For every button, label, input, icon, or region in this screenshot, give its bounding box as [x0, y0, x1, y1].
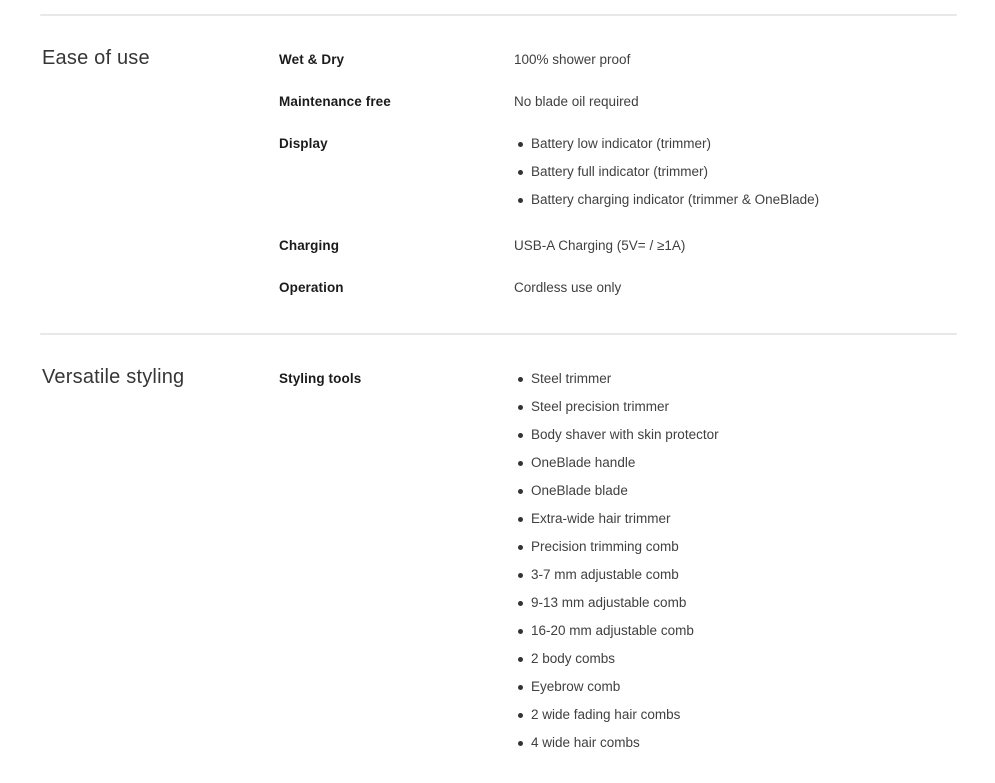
spec-value [514, 134, 957, 214]
bullet-icon [518, 713, 523, 718]
bullet-icon [518, 517, 523, 522]
bullet-icon [518, 545, 523, 550]
bullet-text: Battery full indicator (trimmer) [531, 164, 709, 179]
bullet-text: 2 wide fading hair combs [531, 707, 681, 722]
spec-label: Display [279, 136, 328, 151]
spec-value: USB-A Charging (5V= / ≥1A) [514, 238, 686, 253]
bullet-item [514, 645, 957, 673]
bullet-text: Precision trimming comb [531, 539, 679, 554]
bullet-icon [518, 741, 523, 746]
spec-section [40, 14, 957, 333]
spec-section [40, 333, 957, 779]
bullet-item [514, 186, 957, 214]
bullet-icon [518, 629, 523, 634]
bullet-text: Extra-wide hair trimmer [531, 511, 671, 526]
bullet-icon [518, 685, 523, 690]
bullet-icon [518, 601, 523, 606]
bullet-text: 4 wide hair combs [531, 735, 640, 750]
bullet-icon [518, 142, 523, 147]
bullet-item [514, 701, 957, 729]
bullet-icon [518, 657, 523, 662]
bullet-item [514, 729, 957, 757]
bullet-item [514, 561, 957, 589]
bullet-icon [518, 405, 523, 410]
bullet-text: 3-7 mm adjustable comb [531, 567, 679, 582]
bullet-item [514, 130, 957, 158]
bullet-text: 16-20 mm adjustable comb [531, 623, 694, 638]
section-grid [40, 335, 957, 779]
bullet-item [514, 589, 957, 617]
section-grid [40, 16, 957, 333]
spec-value: 100% shower proof [514, 52, 631, 67]
bullet-item [514, 365, 957, 393]
bullet-icon [518, 573, 523, 578]
spec-label: Operation [279, 280, 344, 295]
bullet-item [514, 393, 957, 421]
bullet-item [514, 158, 957, 186]
spec-row [279, 134, 957, 214]
spec-value: Cordless use only [514, 280, 622, 295]
spec-row [279, 278, 957, 298]
specifications-table [40, 14, 957, 779]
bullet-text: OneBlade handle [531, 455, 636, 470]
bullet-icon [518, 433, 523, 438]
bullet-icon [518, 377, 523, 382]
spec-label: Charging [279, 238, 340, 253]
bullet-icon [518, 198, 523, 203]
bullet-item [514, 673, 957, 701]
spec-value: No blade oil required [514, 94, 639, 109]
section-title: Ease of use [42, 47, 150, 69]
bullet-text: Eyebrow comb [531, 679, 621, 694]
spec-row [279, 369, 957, 757]
bullet-icon [518, 170, 523, 175]
spec-label: Maintenance free [279, 94, 391, 109]
bullet-text: 2 body combs [531, 651, 616, 666]
bullet-item [514, 617, 957, 645]
spec-rows [279, 50, 957, 320]
spec-row [279, 92, 957, 112]
spec-value [514, 369, 957, 757]
bullet-list [514, 365, 957, 757]
bullet-icon [518, 489, 523, 494]
bullet-item [514, 533, 957, 561]
bullet-text: Body shaver with skin protector [531, 427, 719, 442]
section-title: Versatile styling [42, 366, 185, 388]
bullet-icon [518, 461, 523, 466]
spec-label: Wet & Dry [279, 52, 345, 67]
spec-label: Styling tools [279, 371, 362, 386]
spec-row [279, 50, 957, 70]
bullet-item [514, 449, 957, 477]
bullet-text: Steel trimmer [531, 371, 612, 386]
product-specifications-page [40, 14, 957, 779]
bullet-text: 9-13 mm adjustable comb [531, 595, 687, 610]
bullet-item [514, 421, 957, 449]
spec-rows [279, 369, 957, 779]
bullet-text: OneBlade blade [531, 483, 628, 498]
bullet-text: Steel precision trimmer [531, 399, 670, 414]
bullet-list [514, 130, 957, 214]
bullet-item [514, 505, 957, 533]
spec-row [279, 236, 957, 256]
bullet-text: Battery low indicator (trimmer) [531, 136, 712, 151]
bullet-item [514, 477, 957, 505]
bullet-text: Battery charging indicator (trimmer & OneBlade) [531, 192, 820, 207]
